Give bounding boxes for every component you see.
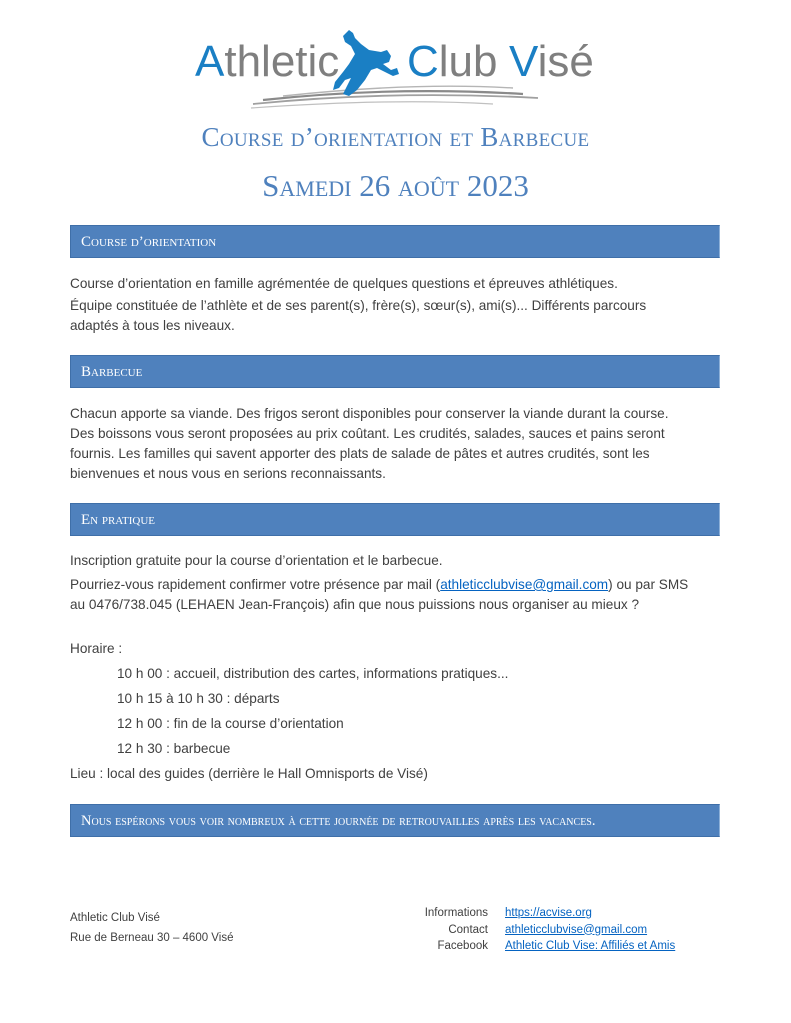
- confirm-line: [70, 575, 730, 595]
- logo-graphic: [193, 24, 605, 110]
- barbecue-line: fournis. Les familles qui savent apporter des plats de salade de pâtes et autres crudités, sont les: [70, 446, 650, 461]
- footer-row-informations: [410, 905, 675, 922]
- footer-label: Facebook: [437, 940, 488, 952]
- footer-label: Informations: [424, 907, 488, 919]
- section-header-barbecue: Barbecue: [70, 355, 720, 388]
- footer-club-name: Athletic Club Visé: [70, 912, 160, 924]
- website-link[interactable]: https://acvise.org: [505, 907, 592, 919]
- lieu-text: Lieu : local des guides (derrière le Hall Omnisports de Visé): [70, 766, 428, 781]
- event-date: Samedi 26 août 2023: [262, 168, 529, 203]
- horaire-label: Horaire :: [70, 641, 123, 656]
- logo-text-club: Club: [407, 37, 498, 86]
- track-swoosh-icon: [251, 86, 538, 108]
- course-description: [70, 274, 730, 336]
- confirm-line-2: au 0476/738.045 (LEHAEN Jean-François) afin que nous puissions nous organiser au mieux ?: [70, 597, 640, 612]
- section-header-course: Course d’orientation: [70, 225, 720, 258]
- barbecue-description: [70, 404, 730, 484]
- footer-links: [410, 905, 675, 955]
- schedule-item: 12 h 00 : fin de la course d’orientation: [117, 716, 344, 731]
- schedule-item: 10 h 15 à 10 h 30 : départs: [117, 691, 280, 706]
- confirm-text-after: ) ou par SMS: [608, 577, 689, 592]
- course-line: Course d’orientation en famille agrémentée de quelques questions et épreuves athlétiques.: [70, 276, 618, 291]
- course-line: Équipe constituée de l’athlète et de ses parent(s), frère(s), sœur(s), ami(s)... Différents parcours: [70, 298, 647, 313]
- footer-label: Contact: [448, 923, 488, 936]
- contact-email-link[interactable]: athleticclubvise@gmail.com: [505, 923, 648, 936]
- footer-address: [70, 908, 233, 948]
- barbecue-line: Chacun apporte sa viande. Des frigos seront disponibles pour conserver la viande durant la course.: [70, 406, 669, 421]
- closing-banner: Nous espérons vous voir nombreux à cette journée de retrouvailles après les vacances.: [70, 804, 720, 837]
- confirm-email-link[interactable]: athleticclubvise@gmail.com: [440, 577, 609, 592]
- footer-row-contact: [410, 922, 675, 939]
- pratique-description: [70, 551, 730, 615]
- footer-address-line: Rue de Berneau 30 – 4600 Visé: [70, 932, 234, 944]
- club-logo: [193, 24, 605, 110]
- schedule-block: [70, 636, 730, 786]
- page-title: Course d’orientation et Barbecue: [201, 122, 590, 152]
- course-line: adaptés à tous les niveaux.: [70, 318, 235, 333]
- facebook-link[interactable]: Athletic Club Vise: Affiliés et Amis: [505, 940, 676, 952]
- footer-row-facebook: [410, 938, 675, 955]
- logo-text-vise: Visé: [509, 37, 594, 86]
- logo-text-athletic: Athletic: [195, 37, 340, 86]
- inscription-text: Inscription gratuite pour la course d’orientation et le barbecue.: [70, 553, 443, 568]
- barbecue-line: bienvenues et nous vous en serions reconnaissants.: [70, 466, 386, 481]
- barbecue-line: Des boissons vous seront proposées au prix coûtant. Les crudités, salades, sauces et pains seront: [70, 426, 665, 441]
- section-header-pratique: En pratique: [70, 503, 720, 536]
- runner-silhouette-icon: [333, 30, 399, 96]
- confirm-text-before: Pourriez-vous rapidement confirmer votre présence par mail (: [70, 577, 441, 592]
- schedule-item: 12 h 30 : barbecue: [117, 741, 231, 756]
- schedule-item: 10 h 00 : accueil, distribution des cartes, informations pratiques...: [117, 666, 509, 681]
